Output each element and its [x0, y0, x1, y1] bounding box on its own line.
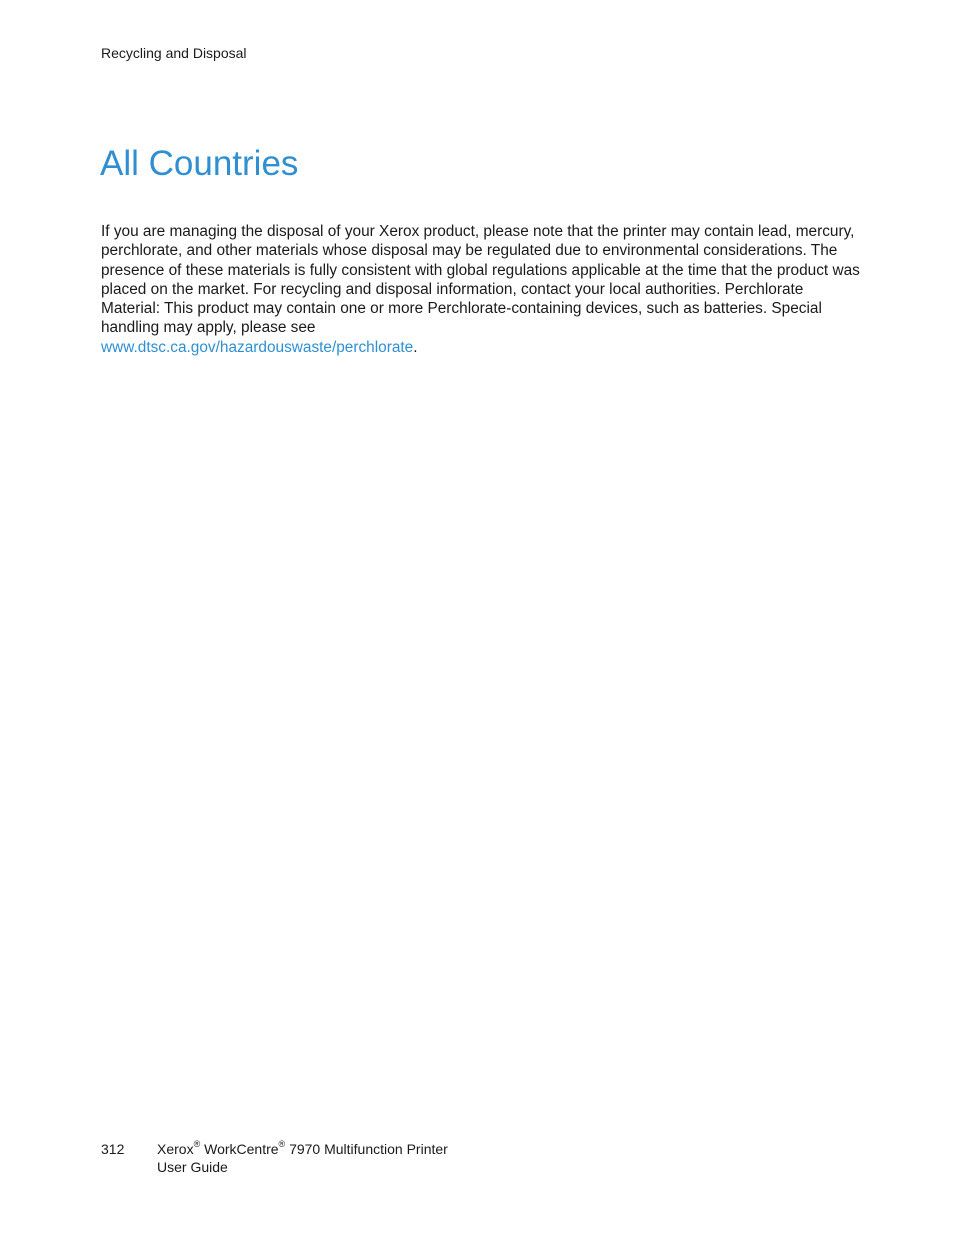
footer-product-name: WorkCentre	[204, 1141, 279, 1157]
footer-model: 7970 Multifunction Printer	[289, 1141, 448, 1157]
body-paragraph	[101, 222, 861, 357]
footer-brand: Xerox	[157, 1141, 194, 1157]
paragraph-end-punctuation: .	[413, 338, 418, 356]
registered-mark: ®	[278, 1139, 286, 1150]
footer-product-title	[157, 1140, 448, 1176]
footer-product-line	[157, 1140, 448, 1158]
page-number: 312	[101, 1141, 125, 1157]
running-header: Recycling and Disposal	[101, 45, 247, 61]
section-title: All Countries	[100, 144, 299, 183]
footer-document-type: User Guide	[157, 1159, 228, 1175]
registered-mark: ®	[193, 1139, 201, 1150]
paragraph-text: If you are managing the disposal of your Xerox product, please note that the printer may contain lead, mercury, perchlorate, and other materials whose disposal may be regulated due to environmental considerations. The presence of these materials is fully consistent with global regulations applicable at the time that the product was placed on the market. For recycling and disposal information, contact your local authorities. Perchlorate Material: This product may contain one or more Perchlorate-containing devices, such as batteries. Special handling may apply, please see	[101, 223, 860, 337]
perchlorate-link[interactable]: www.dtsc.ca.gov/hazardouswaste/perchlorate	[101, 338, 414, 356]
